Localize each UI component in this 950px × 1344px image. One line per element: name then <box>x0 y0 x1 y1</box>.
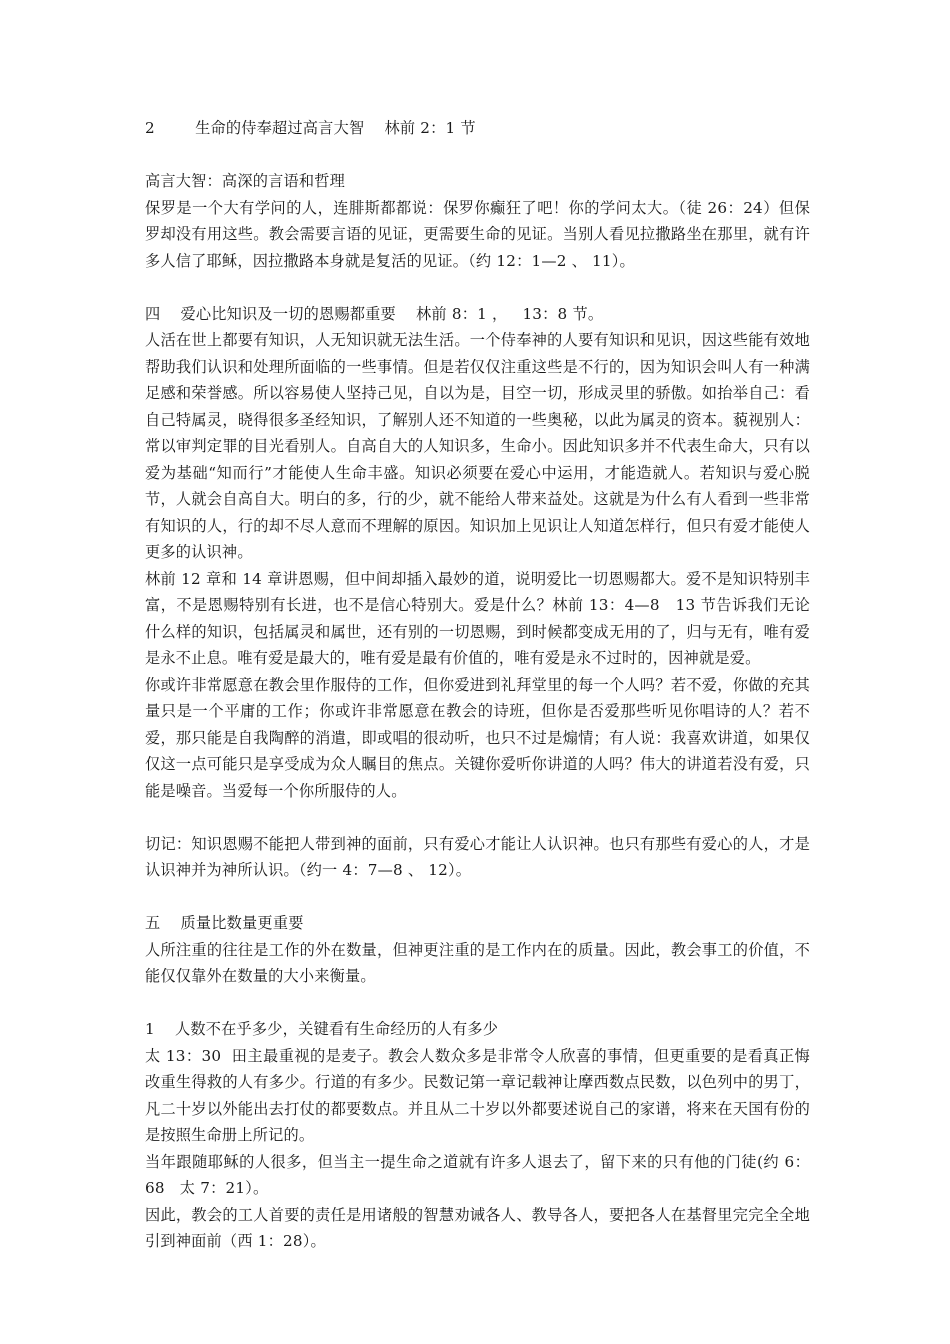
paragraph: 林前 12 章和 14 章讲恩赐，但中间却插入最妙的道，说明爱比一切恩赐都大。爱不是知识特别丰富，不是恩赐特别有长进，也不是信心特别大。爱是什么？林前 13：4—8 13 节告诉我们无论什么样的知识，包括属灵和属世，还有别的一切恩赐，到时候都变成无用的了，归与无有，唯有爱是永不止息。唯有爱是最大的，唯有爱是最有价值的，唯有爱是永不过时的，因神就是爱。 <box>145 569 810 667</box>
paragraph: 太 13：30 田主最重视的是麦子。教会人数众多是非常令人欣喜的事情，但更重要的是看真正悔改重生得救的人有多少。行道的有多少。民数记第一章记载神让摩西数点民数，以色列中的男丁，凡二十岁以外能出去打仗的都要数点。并且从二十岁以外都要述说自己的家谱，将来在天国有份的是按照生命册上所记的。 <box>145 1046 810 1144</box>
paragraph: 人所注重的往往是工作的外在数量，但神更注重的是工作内在的质量。因此，教会事工的价值，不能仅仅靠外在数量的大小来衡量。 <box>145 940 810 985</box>
spacer <box>145 274 810 301</box>
paragraph: 保罗是一个大有学问的人，连腓斯都都说：保罗你癫狂了吧！你的学问太大。（徒 26：24）但保罗却没有用这些。教会需要言语的见证，更需要生命的见证。当别人看见拉撒路坐在那里，就有许多人信了耶稣，因拉撒路本身就是复活的见证。（约 12：1—2 、 11）。 <box>145 198 810 270</box>
definition-line: 高言大智：高深的言语和哲理 <box>145 172 346 190</box>
paragraph: 当年跟随耶稣的人很多，但当主一提生命之道就有许多人退去了，留下来的只有他的门徒(约 6：68 太 7：21）。 <box>145 1152 810 1197</box>
document-page <box>145 115 810 1255</box>
note-paragraph: 切记：知识恩赐不能把人带到神的面前，只有爱心才能让人认识神。也只有那些有爱心的人，才是认识神并为神所认识。（约一 4：7—8 、 12）。 <box>145 834 810 879</box>
subsection-heading: 1 人数不在乎多少，关键看有生命经历的人有多少 <box>145 1020 499 1038</box>
spacer <box>145 990 810 1017</box>
spacer <box>145 142 810 169</box>
section-heading: 四 爱心比知识及一切的恩赐都重要 林前 8：1 ， 13：8 节。 <box>145 304 604 323</box>
paragraph: 你或许非常愿意在教会里作服侍的工作，但你爱进到礼拜堂里的每一个人吗？若不爱，你做的充其量只是一个平庸的工作；你或许非常愿意在教会的诗班，但你是否爱那些听见你唱诗的人？若不爱，那只能是自我陶醉的消遣，即或唱的很动听，也只不过是煽情；有人说：我喜欢讲道，如果仅仅这一点可能只是享受成为众人瞩目的焦点。关键你爱听你讲道的人吗？伟大的讲道若没有爱，只能是噪音。当爱每一个你所服侍的人。 <box>145 675 810 800</box>
spacer <box>145 884 810 911</box>
spacer <box>145 804 810 831</box>
paragraph: 人活在世上都要有知识，人无知识就无法生活。一个侍奉神的人要有知识和见识，因这些能有效地帮助我们认识和处理所面临的一些事情。但是若仅仅注重这些是不行的，因为知识会叫人有一种满足感和荣誉感。所以容易使人坚持己见，自以为是，目空一切，形成灵里的骄傲。如抬举自己：看自己特属灵，晓得很多圣经知识，了解别人还不知道的一些奥秘，以此为属灵的资本。藐视别人：常以审判定罪的目光看别人。自高自大的人知识多，生命小。因此知识多并不代表生命大，只有以爱为基础“知而行”才能使人生命丰盛。知识必须要在爱心中运用，才能造就人。若知识与爱心脱节，人就会自高自大。明白的多，行的少，就不能给人带来益处。这就是为什么有人看到一些非常有知识的人，行的却不尽人意而不理解的原因。知识加上见识让人知道怎样行，但只有爱才能使人更多的认识神。 <box>145 331 810 561</box>
section-heading: 五 质量比数量更重要 <box>145 914 304 932</box>
section-heading: 2 生命的侍奉超过高言大智 林前 2：1 节 <box>145 119 476 137</box>
paragraph: 因此，教会的工人首要的责任是用诸般的智慧劝诫各人、教导各人，要把各人在基督里完完全全地引到神面前（西 1：28）。 <box>145 1205 810 1250</box>
